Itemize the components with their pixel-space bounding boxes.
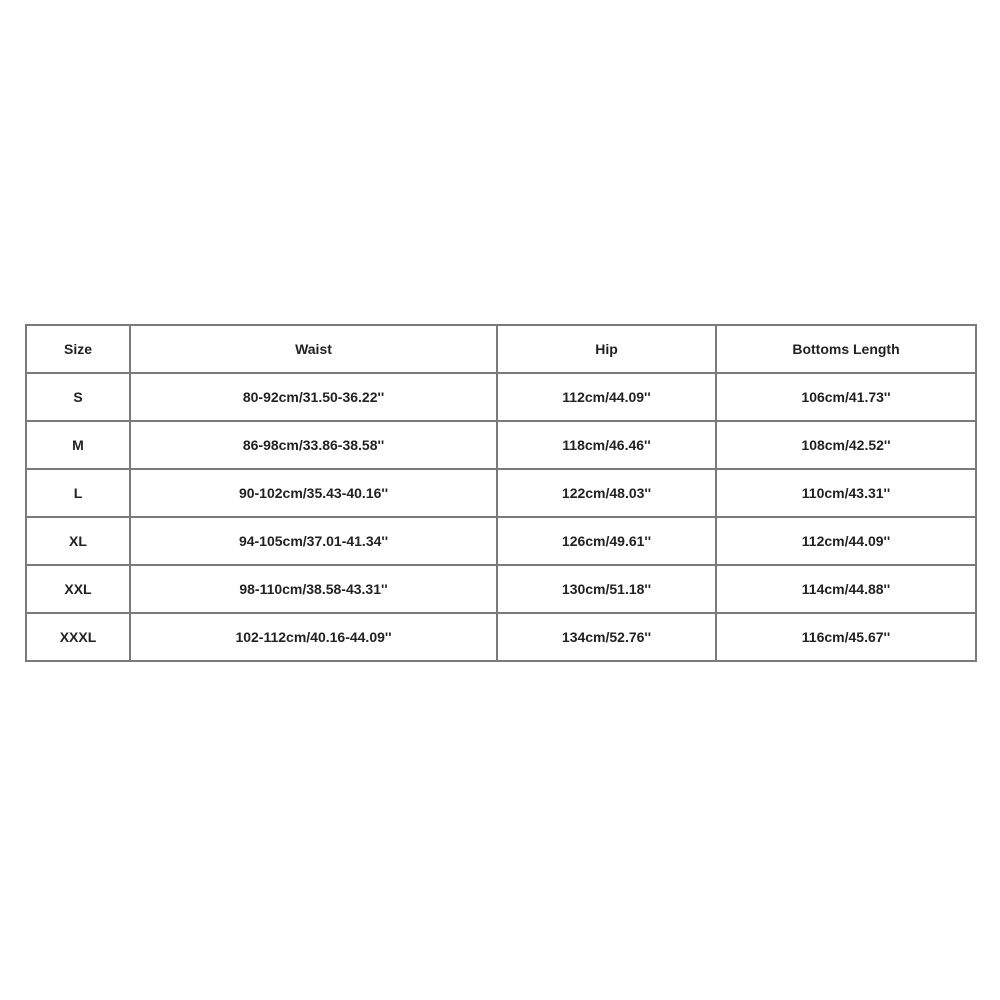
size-cell: L [26,469,130,517]
header-size: Size [26,325,130,373]
hip-cell: 112cm/44.09'' [497,373,716,421]
bottoms-length-cell: 114cm/44.88'' [716,565,976,613]
waist-cell: 102-112cm/40.16-44.09'' [130,613,497,661]
hip-cell: 126cm/49.61'' [497,517,716,565]
waist-cell: 90-102cm/35.43-40.16'' [130,469,497,517]
size-chart-table [25,324,977,662]
header-waist: Waist [130,325,497,373]
table-row [26,373,976,421]
size-cell: XL [26,517,130,565]
waist-cell: 94-105cm/37.01-41.34'' [130,517,497,565]
hip-cell: 122cm/48.03'' [497,469,716,517]
waist-cell: 86-98cm/33.86-38.58'' [130,421,497,469]
size-cell: XXXL [26,613,130,661]
waist-cell: 98-110cm/38.58-43.31'' [130,565,497,613]
header-row [26,325,976,373]
hip-cell: 118cm/46.46'' [497,421,716,469]
hip-cell: 134cm/52.76'' [497,613,716,661]
size-cell: XXL [26,565,130,613]
waist-cell: 80-92cm/31.50-36.22'' [130,373,497,421]
bottoms-length-cell: 116cm/45.67'' [716,613,976,661]
size-cell: M [26,421,130,469]
size-cell: S [26,373,130,421]
table-row [26,517,976,565]
header-bottoms-length: Bottoms Length [716,325,976,373]
table-row [26,613,976,661]
table-row [26,469,976,517]
header-hip: Hip [497,325,716,373]
bottoms-length-cell: 110cm/43.31'' [716,469,976,517]
bottoms-length-cell: 106cm/41.73'' [716,373,976,421]
bottoms-length-cell: 108cm/42.52'' [716,421,976,469]
table-row [26,421,976,469]
table-row [26,565,976,613]
hip-cell: 130cm/51.18'' [497,565,716,613]
bottoms-length-cell: 112cm/44.09'' [716,517,976,565]
